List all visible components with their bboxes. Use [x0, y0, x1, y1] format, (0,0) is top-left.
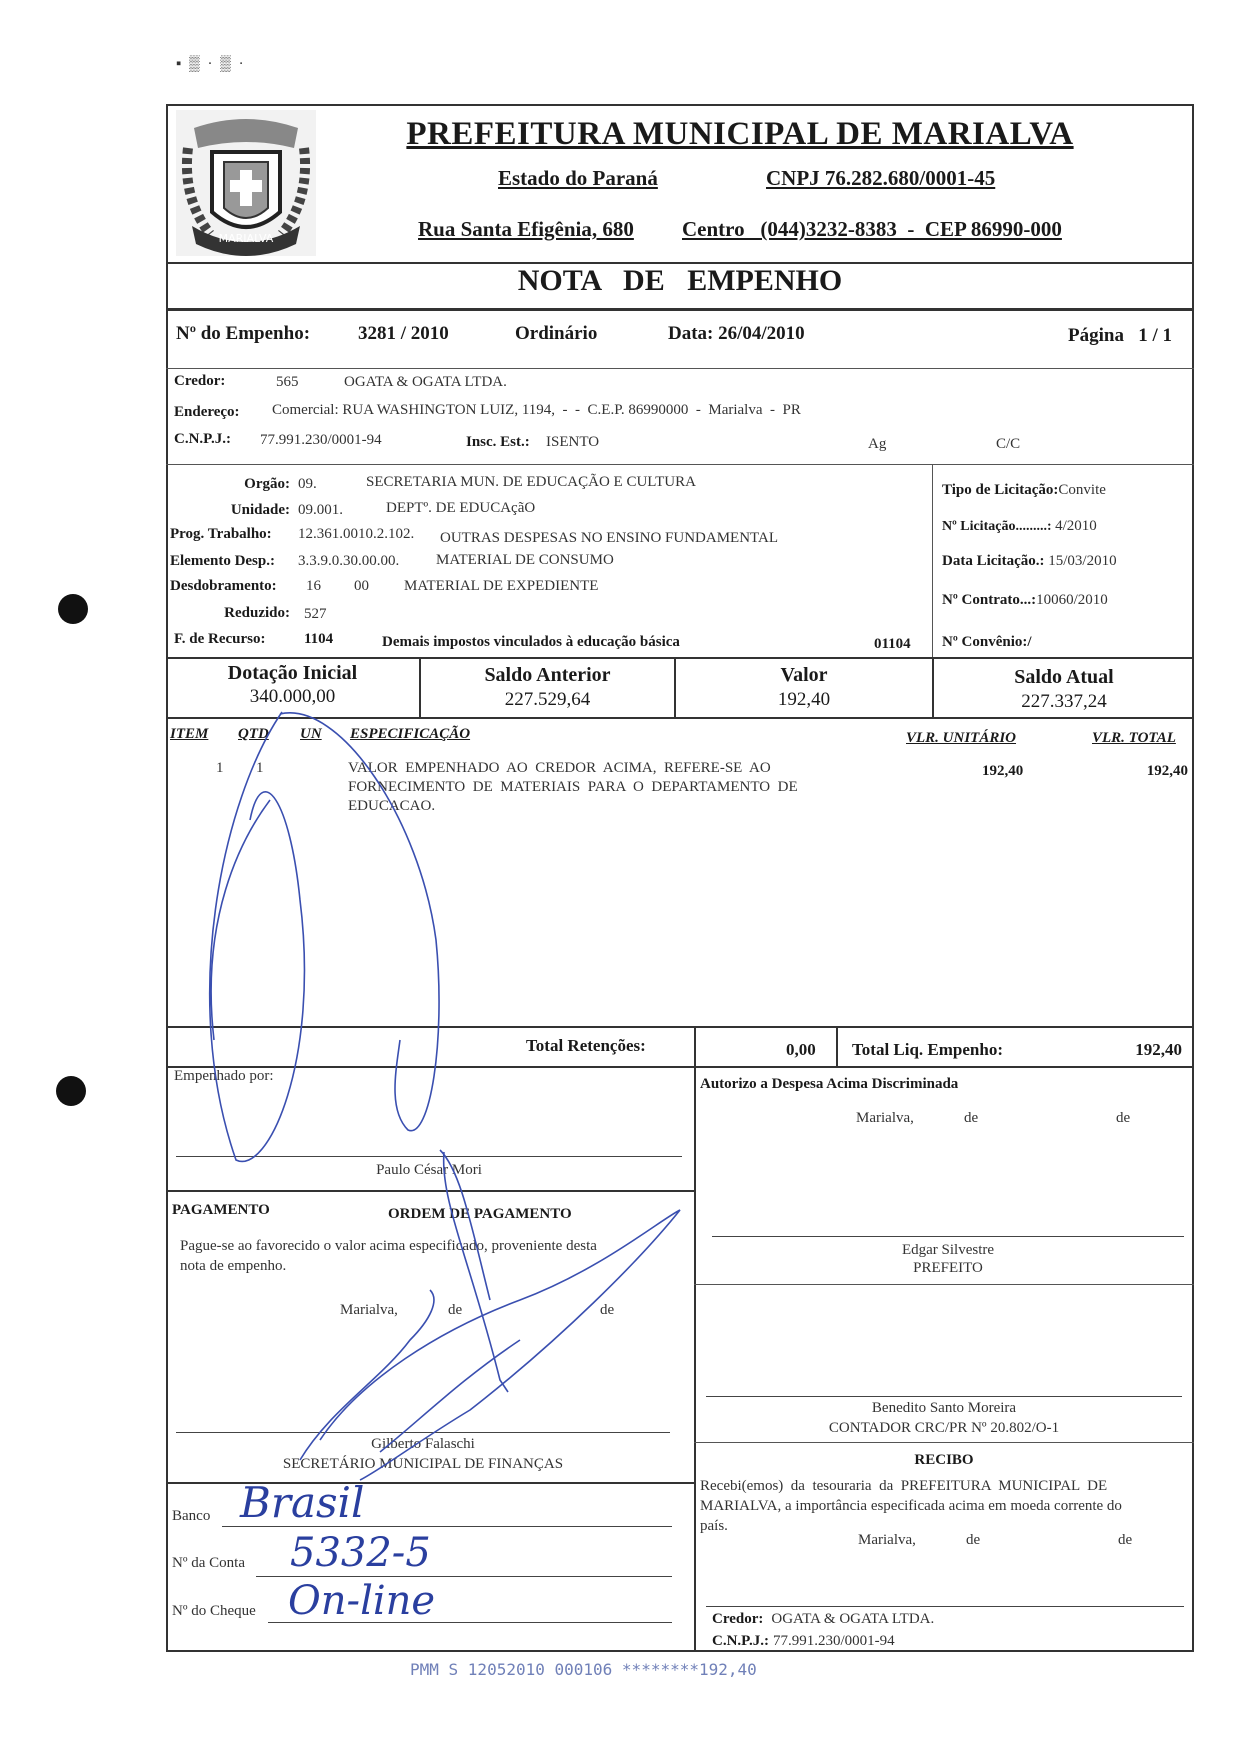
prog-label: Prog. Trabalho:: [170, 526, 272, 542]
pagamento-label: PAGAMENTO: [172, 1202, 270, 1218]
item-spec-line-3: EDUCACAO.: [348, 798, 436, 814]
cheque-value: On-line: [288, 1578, 436, 1624]
retencoes-value: 0,00: [786, 1040, 816, 1059]
rule-totals-1: [694, 1026, 696, 1066]
recibo-signature-line: [706, 1606, 1184, 1607]
convenio-label: Nº Convênio:/: [942, 634, 1032, 650]
cc-label: C/C: [996, 436, 1021, 452]
reduzido-label: Reduzido:: [224, 605, 290, 621]
col-total: VLR. TOTAL: [1092, 730, 1176, 746]
licitacao-number-key: Nº Licitação.........:: [942, 519, 1052, 534]
orgao-code: 09.: [298, 476, 317, 492]
recurso-code: 1104: [304, 631, 334, 647]
credor-code: 565: [276, 374, 299, 390]
liq-value: 192,40: [1135, 1040, 1182, 1059]
punch-hole-bottom: [56, 1076, 86, 1106]
rule-totals-2: [836, 1026, 838, 1066]
recibo-credor: [712, 1610, 934, 1628]
empenhado-signature-line: [176, 1156, 682, 1157]
licitacao-date: [942, 553, 1117, 570]
elemento-name: MATERIAL DE CONSUMO: [436, 552, 614, 568]
item-qtd: 1: [256, 760, 264, 776]
coat-of-arms-logo: [172, 108, 320, 258]
rule-items: [166, 1026, 1194, 1028]
credor-address: Comercial: RUA WASHINGTON LUIZ, 1194, - - C.E.P. 86990000 - Marialva - PR: [272, 402, 801, 418]
pagamento-de-1: de: [448, 1302, 463, 1318]
desdobramento-label: Desdobramento:: [170, 578, 277, 594]
col-unit: VLR. UNITÁRIO: [906, 730, 1017, 746]
rule-empenhado: [166, 1190, 694, 1192]
elemento-label: Elemento Desp.:: [170, 553, 275, 569]
document-title: NOTA DE EMPENHO: [517, 264, 843, 297]
licitacao-type-key: Tipo de Licitação:: [942, 482, 1059, 498]
recurso-name: Demais impostos vinculados à educação básica: [382, 634, 680, 650]
dotacao-label: Dotação Inicial: [227, 662, 358, 684]
item-spec-line-2: FORNECIMENTO DE MATERIAIS PARA O DEPARTAMENTO DE: [348, 779, 798, 795]
valor-label: Valor: [780, 664, 828, 686]
prog-name: OUTRAS DESPESAS NO ENSINO FUNDAMENTAL: [440, 530, 778, 546]
svg-text:MARIALVA: MARIALVA: [218, 232, 274, 245]
liq-label: Total Liq. Empenho:: [852, 1040, 1003, 1059]
licitacao-type-value: Convite: [1058, 482, 1106, 498]
contador-role: CONTADOR CRC/PR Nº 20.802/O-1: [828, 1420, 1060, 1436]
ag-label: Ag: [868, 436, 887, 452]
rule-totals: [166, 1066, 1194, 1068]
empenho-date: Data: 26/04/2010: [668, 323, 805, 344]
desdobramento-code: 16: [306, 578, 321, 594]
rule-title: [166, 308, 1194, 311]
recibo-de-1: de: [966, 1532, 981, 1548]
recibo-city: Marialva,: [858, 1532, 916, 1548]
prog-code: 12.361.0010.2.102.: [298, 526, 415, 542]
valor-value: 192,40: [777, 689, 831, 710]
item-spec-line-1: VALOR EMPENHADO AO CREDOR ACIMA, REFERE-SE AO: [348, 760, 771, 776]
credor-cnpj: 77.991.230/0001-94: [260, 432, 382, 448]
col-espec: ESPECIFICAÇÃO: [350, 726, 471, 742]
autorizo-de-2: de: [1116, 1110, 1131, 1126]
conta-line: [256, 1576, 672, 1577]
col-qtd: QTD: [238, 726, 269, 742]
licitacao-date-value: 15/03/2010: [1048, 553, 1117, 569]
conta-label: Nº da Conta: [172, 1555, 245, 1571]
header-cnpj: CNPJ 76.282.680/0001-45: [766, 166, 996, 190]
licitacao-type-label: [942, 482, 1106, 499]
empenho-number: 3281 / 2010: [358, 323, 449, 344]
autorizo-signer: Edgar Silvestre: [901, 1242, 995, 1258]
item-unit-value: 192,40: [982, 763, 1024, 779]
col-un: UN: [300, 726, 322, 742]
dotacao-value: 340.000,00: [249, 686, 336, 707]
licitacao-date-key: Data Licitação.:: [942, 553, 1045, 569]
address-street: Rua Santa Efigênia, 680: [418, 217, 634, 241]
saldo-atual-label: Saldo Atual: [1014, 666, 1114, 688]
orgao-label: Orgão:: [244, 476, 290, 492]
reduzido-code: 527: [304, 606, 327, 622]
pagamento-text-1: Pague-se ao favorecido o valor acima especificado, proveniente desta: [180, 1238, 597, 1254]
item-number: 1: [216, 760, 224, 776]
contrato-key: Nº Contrato...:: [942, 592, 1037, 608]
autorizo-signature-line: [712, 1236, 1184, 1237]
rule-empenho: [166, 368, 1194, 369]
licitacao-number-value: 4/2010: [1055, 518, 1097, 534]
punch-hole-top: [58, 594, 88, 624]
saldo-anterior-label: Saldo Anterior: [484, 664, 611, 686]
recibo-line-3: país.: [700, 1518, 728, 1534]
address-rest: Centro (044)3232-8383 - CEP 86990-000: [682, 217, 1062, 241]
recurso-number: 01104: [874, 636, 911, 652]
rule-autorizo: [694, 1284, 1194, 1285]
rule-saldos: [166, 717, 1194, 719]
licitacao-number: [942, 518, 1097, 535]
state-name: Estado do Paraná: [498, 166, 658, 190]
pagamento-signature-line: [176, 1432, 670, 1433]
empenho-type: Ordinário: [515, 323, 598, 344]
desdobramento-name: MATERIAL DE EXPEDIENTE: [404, 578, 599, 594]
rule-orgao: [166, 657, 1194, 659]
orgao-name: SECRETARIA MUN. DE EDUCAÇÃO E CULTURA: [366, 474, 696, 490]
recibo-line-1: Recebi(emos) da tesouraria da PREFEITURA MUNICIPAL DE: [700, 1478, 1108, 1494]
autorizo-role: PREFEITO: [913, 1260, 983, 1276]
contador-signer: Benedito Santo Moreira: [871, 1400, 1017, 1416]
banco-label: Banco: [172, 1508, 211, 1524]
insc-label: Insc. Est.:: [466, 434, 530, 450]
rule-contador: [694, 1442, 1194, 1443]
contador-signature-line: [706, 1396, 1182, 1397]
autorizo-label: Autorizo a Despesa Acima Discriminada: [700, 1076, 959, 1092]
pagamento-role: SECRETÁRIO MUNICIPAL DE FINANÇAS: [282, 1456, 564, 1472]
retencoes-label: Total Retenções:: [526, 1036, 646, 1055]
desdobramento-sub: 00: [354, 578, 369, 594]
contrato: [942, 592, 1108, 609]
processing-stamp: PMM S 12052010 000106 ********192,40: [410, 1660, 757, 1679]
municipality-title: PREFEITURA MUNICIPAL DE MARIALVA: [406, 116, 1074, 152]
address-label: Endereço:: [174, 404, 240, 420]
page-number: Página 1 / 1: [1068, 325, 1172, 346]
pagamento-text-2: nota de empenho.: [180, 1258, 287, 1274]
col-item: ITEM: [170, 726, 209, 742]
saldo-anterior-value: 227.529,64: [504, 689, 591, 710]
rule-orgao-split: [932, 464, 933, 658]
recibo-cnpj-value: 77.991.230/0001-94: [772, 1633, 895, 1649]
recurso-label: F. de Recurso:: [174, 631, 266, 647]
cheque-label: Nº do Cheque: [172, 1603, 256, 1619]
credor-name: OGATA & OGATA LTDA.: [344, 374, 507, 390]
recibo-title: RECIBO: [914, 1452, 974, 1468]
item-total-value: 192,40: [1146, 763, 1188, 779]
cnpj-label: C.N.P.J.:: [174, 431, 231, 447]
pagamento-de-2: de: [600, 1302, 615, 1318]
unidade-name: DEPTº. DE EDUCAçãO: [386, 500, 536, 516]
contrato-value: 10060/2010: [1036, 592, 1108, 608]
unidade-label: Unidade:: [230, 502, 290, 518]
empenhado-label: Empenhado por:: [174, 1068, 274, 1084]
saldo-atual-value: 227.337,24: [1021, 691, 1107, 712]
rule-lower-split: [694, 1066, 696, 1652]
recibo-credor-label: Credor:: [712, 1611, 764, 1627]
empenhado-signer: Paulo César Mori: [376, 1162, 482, 1178]
banco-value: Brasil: [240, 1478, 365, 1527]
ordem-pagamento-title: ORDEM DE PAGAMENTO: [388, 1206, 572, 1222]
recibo-cnpj: [712, 1632, 895, 1650]
recibo-cnpj-label: C.N.P.J.:: [712, 1633, 769, 1649]
unidade-code: 09.001.: [298, 502, 343, 518]
top-scan-mark: ▪ ▒ · ▒ ·: [176, 56, 246, 72]
credor-label: Credor:: [174, 373, 226, 389]
pagamento-city: Marialva,: [340, 1302, 398, 1318]
recibo-credor-name: OGATA & OGATA LTDA.: [771, 1611, 935, 1627]
insc-value: ISENTO: [546, 434, 600, 450]
pagamento-signer: Gilberto Falaschi: [371, 1436, 475, 1452]
recibo-line-2: MARIALVA, a importância especificada acima em moeda corrente do: [700, 1498, 1122, 1514]
autorizo-de-1: de: [964, 1110, 979, 1126]
empenho-label: Nº do Empenho:: [176, 323, 311, 344]
elemento-code: 3.3.9.0.30.00.00.: [298, 553, 400, 569]
conta-value: 5332-5: [290, 1530, 431, 1576]
rule-credor: [166, 464, 1194, 465]
recibo-de-2: de: [1118, 1532, 1133, 1548]
autorizo-city: Marialva,: [856, 1110, 914, 1126]
